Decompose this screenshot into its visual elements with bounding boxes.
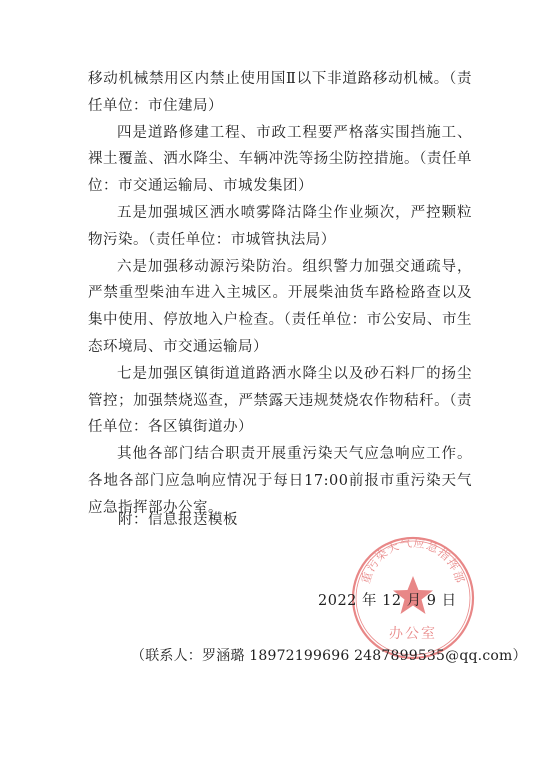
svg-text:办公室: 办公室 bbox=[389, 626, 437, 642]
attachment-note: 附：信息报送模板 bbox=[118, 512, 238, 528]
document-body bbox=[88, 66, 472, 522]
paragraph-item-6: 六是加强移动源污染防治。组织警力加强交通疏导，严禁重型柴油车进入主城区。开展柴油货车路检路查以及集中使用、停放地入户检查。（责任单位：市公安局、市生态环境局、市交通运输局） bbox=[88, 258, 472, 355]
paragraph-closing: 其他各部门结合职责开展重污染天气应急响应工作。各地各部门应急响应情况于每日17:00前报市重污染天气应急指挥部办公室。 bbox=[88, 446, 472, 516]
paragraph-item-4: 四是道路修建工程、市政工程要严格落实围挡施工、裸土覆盖、洒水降尘、车辆冲洗等扬尘防控措施。（责任单位：市交通运输局、市城发集团） bbox=[88, 124, 472, 195]
document-date: 2022 年 12 月 9 日 bbox=[318, 593, 457, 609]
contact-line: （联系人：罗涵璐 18972199696 2487899535@qq.com） bbox=[131, 648, 527, 664]
paragraph-item-7: 七是加强区镇街道道路洒水降尘以及砂石料厂的扬尘管控；加强禁烧巡查，严禁露天违规焚烧农作物秸秆。（责任单位：各区镇街道办） bbox=[88, 365, 472, 436]
paragraph-item-5: 五是加强城区洒水喷雾降沽降尘作业频次，严控颗粒物污染。（责任单位：市城管执法局） bbox=[88, 204, 472, 248]
svg-text:重污染天气应急指挥部: 重污染天气应急指挥部 bbox=[358, 535, 468, 586]
paragraph-continuation: 移动机械禁用区内禁止使用国Ⅱ以下非道路移动机械。（责任单位：市住建局） bbox=[88, 71, 472, 114]
